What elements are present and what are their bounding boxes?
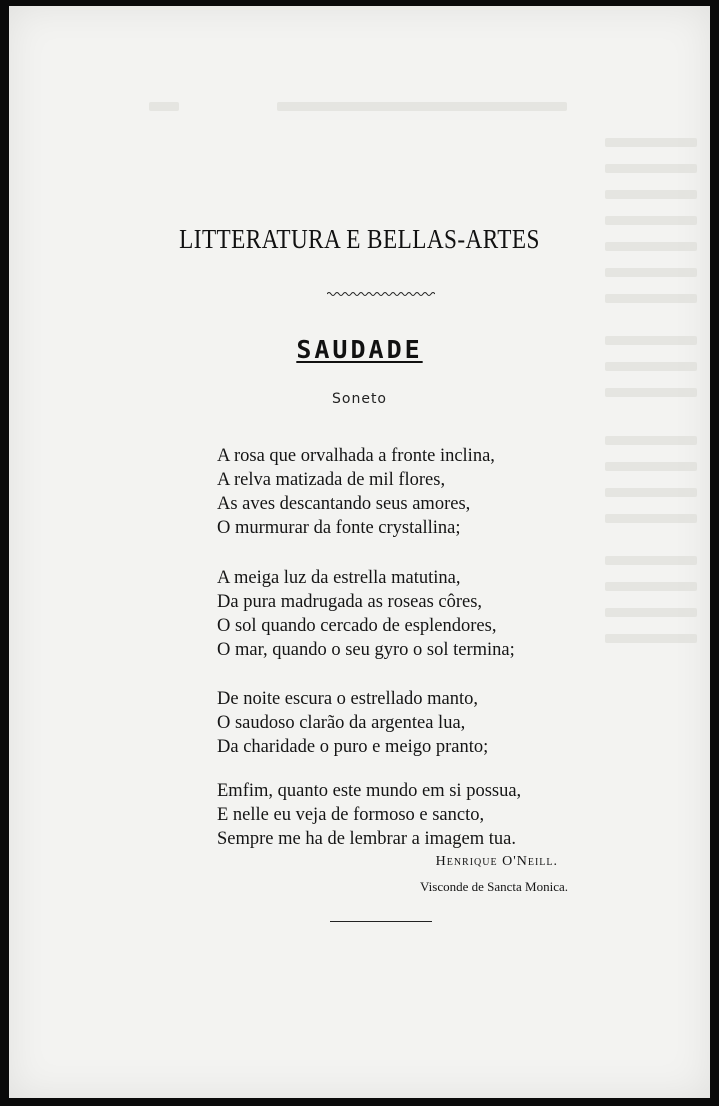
poem-line: Emfim, quanto este mundo em si possua, (217, 781, 522, 801)
document-page (9, 6, 710, 1098)
poem-line: O saudoso clarão da argentea lua, (217, 713, 466, 733)
closing-rule (330, 921, 432, 922)
stanza-2 (217, 566, 515, 662)
wavy-rule-ornament (327, 289, 435, 297)
poem-line: O mar, quando o seu gyro o sol termina; (217, 640, 515, 660)
poem-title: SAUDADE (296, 335, 423, 364)
stanza-1 (217, 444, 495, 540)
poem-line: Da pura madrugada as roseas côres, (217, 592, 483, 612)
poem-line: As aves descantando seus amores, (217, 494, 471, 514)
poem-line: A meiga luz da estrella matutina, (217, 568, 461, 588)
poem-line: O sol quando cercado de esplendores, (217, 616, 497, 636)
poem-line: Da charidade o puro e meigo pranto; (217, 737, 489, 757)
poem-subtitle: Soneto (332, 391, 387, 407)
poem-line: E nelle eu veja de formoso e sancto, (217, 805, 485, 825)
author-title: Visconde de Sancta Monica. (420, 879, 568, 894)
poem-line: O murmurar da fonte crystallina; (217, 518, 461, 538)
author-name: Henrique O'Neill. (435, 854, 558, 869)
poem-line: De noite escura o estrellado manto, (217, 689, 478, 709)
poem-line: A rosa que orvalhada a fronte inclina, (217, 446, 495, 466)
poem-line: A relva matizada de mil flores, (217, 470, 446, 490)
section-title: LITTERATURA E BELLAS-ARTES (179, 224, 540, 254)
stanza-3 (217, 687, 488, 759)
stanza-4 (217, 779, 521, 851)
page-content (9, 6, 710, 1098)
poem-line: Sempre me ha de lembrar a imagem tua. (217, 829, 516, 849)
